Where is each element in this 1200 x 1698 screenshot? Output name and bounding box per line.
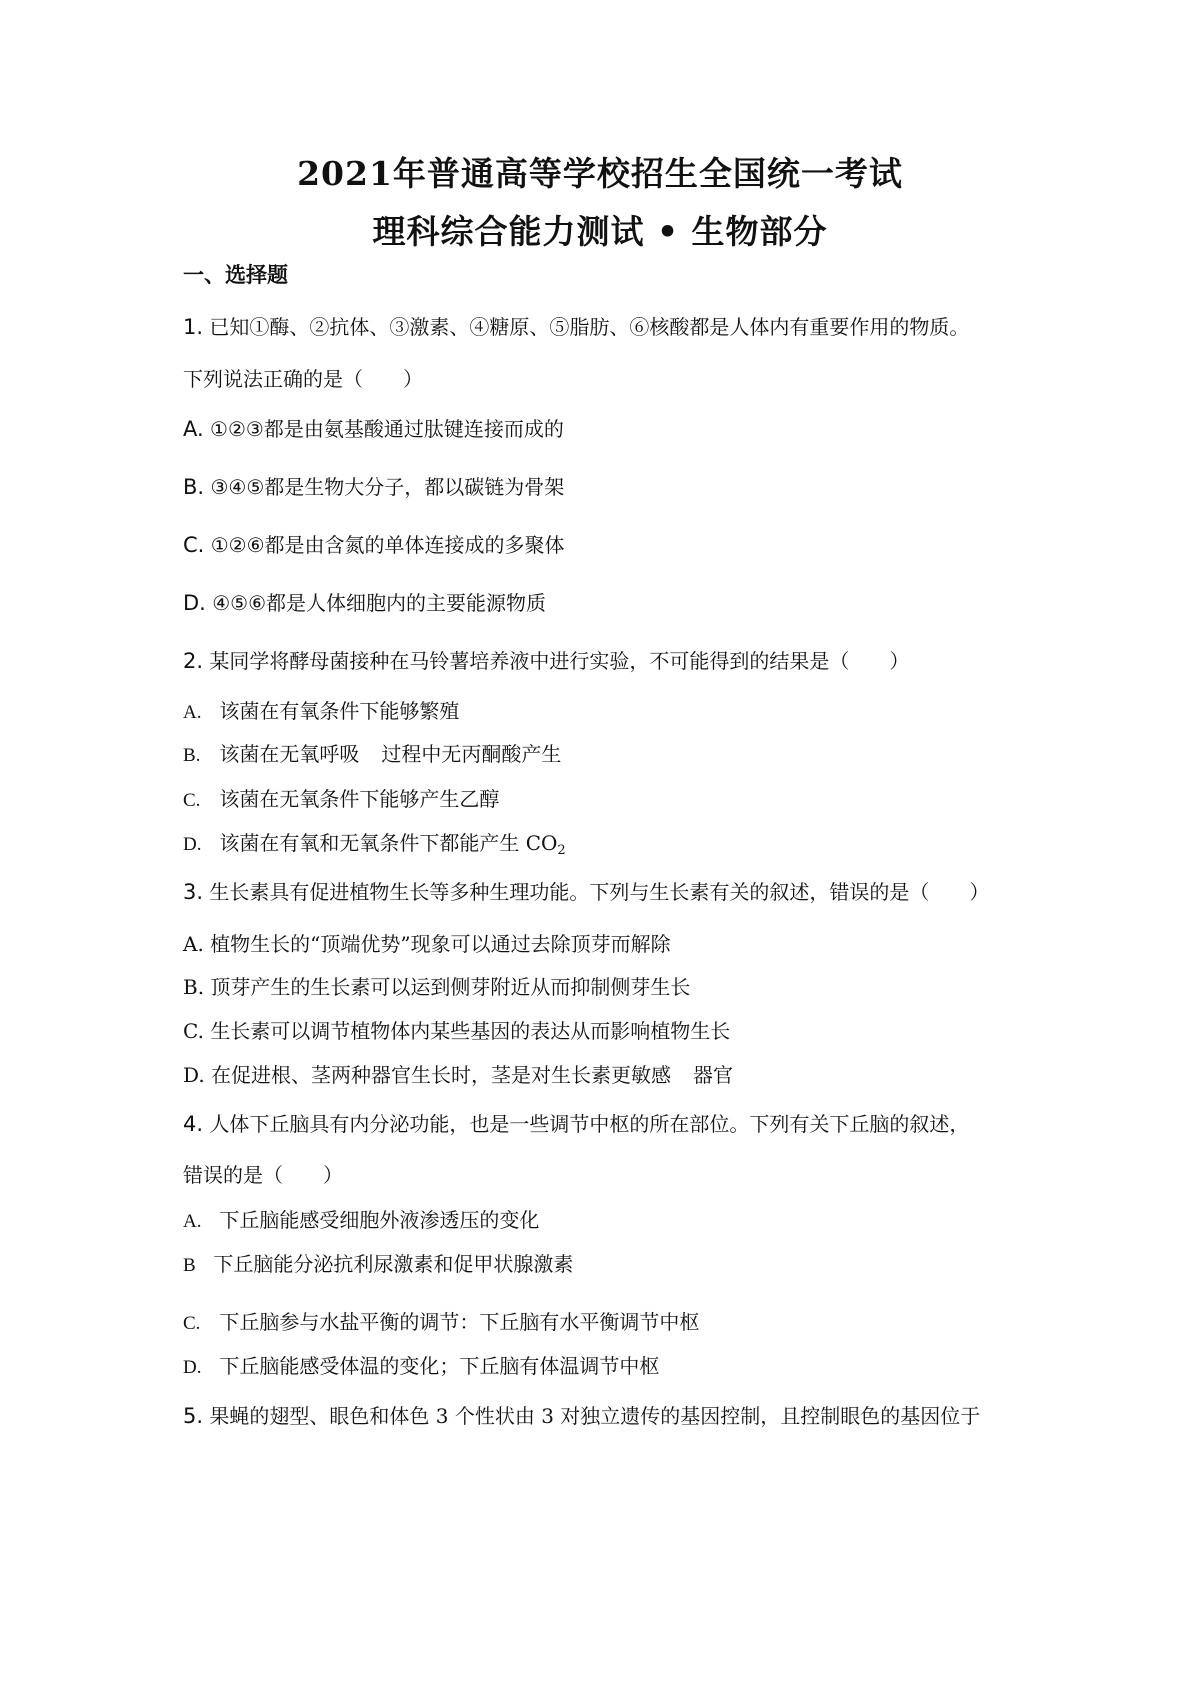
question-1-stem — [183, 311, 969, 340]
option-text-cont: 器官 — [693, 1063, 734, 1087]
option-text: 生长素可以调节植物体内某些基因的表达从而影响植物生长 — [210, 1019, 731, 1043]
option-key: B. — [183, 475, 205, 499]
option-text: 该菌在无氧呼吸 — [219, 742, 360, 766]
question-2-option-c — [183, 783, 499, 812]
question-5-stem — [183, 1400, 980, 1429]
question-4-option-d — [183, 1350, 659, 1379]
question-text: 人体下丘脑具有内分泌功能，也是一些调节中枢的所在部位。下列有关下丘脑的叙述， — [209, 1112, 970, 1136]
question-text: 已知①酶、②抗体、③激素、④糖原、⑤脂肪、⑥核酸都是人体内有重要作用的物质。 — [209, 315, 970, 339]
option-key: B — [183, 1255, 196, 1276]
option-text: ③④⑤都是生物大分子，都以碳链为骨架 — [210, 475, 565, 499]
question-1-option-a — [183, 413, 564, 442]
question-3-option-a — [183, 928, 671, 957]
option-text: ①②③都是由氨基酸通过肽键连接而成的 — [210, 417, 564, 441]
question-4-option-a — [183, 1204, 539, 1233]
option-text: 该菌在有氧和无氧条件下都能产生 CO — [219, 831, 558, 855]
question-4-stem-cont: 错误的是（ ） — [183, 1163, 343, 1187]
question-1-stem-cont: 下列说法正确的是（ ） — [183, 367, 423, 391]
question-3-option-c — [183, 1015, 730, 1044]
co2-subscript: 2 — [557, 843, 566, 858]
question-4-stem — [183, 1108, 969, 1137]
question-number: 3. — [183, 880, 204, 904]
option-text: ①②⑥都是由含氮的单体连接成的多聚体 — [210, 533, 565, 557]
option-key: A. — [183, 702, 202, 723]
question-text: 果蝇的翅型、眼色和体色 3 个性状由 3 对独立遗传的基因控制，且控制眼色的基因位于 — [209, 1404, 981, 1428]
option-key: B. — [183, 745, 201, 766]
question-3-option-d — [183, 1059, 733, 1088]
exam-title: 2021年普通高等学校招生全国统一考试 — [297, 154, 903, 193]
question-2-option-d — [183, 827, 566, 856]
question-number: 1. — [183, 315, 204, 339]
question-text: 某同学将酵母菌接种在马铃薯培养液中进行实验，不可能得到的结果是（ ） — [209, 649, 910, 673]
option-key: A. — [183, 417, 204, 441]
question-3-option-b — [183, 971, 690, 1000]
section-heading: 一、选择题 — [183, 263, 288, 287]
option-text: 在促进根、茎两种器官生长时，茎是对生长素更敏感 — [211, 1063, 672, 1087]
option-text: 下丘脑参与水盐平衡的调节：下丘脑有水平衡调节中枢 — [219, 1310, 700, 1334]
question-2-option-b — [183, 738, 561, 767]
option-key: B. — [183, 975, 205, 999]
option-text: 植物生长的“顶端优势”现象可以通过去除顶芽而解除 — [210, 932, 671, 956]
option-key: D. — [183, 591, 206, 615]
question-2-option-a — [183, 695, 459, 724]
question-3-stem — [183, 876, 989, 905]
question-4-option-c — [183, 1306, 699, 1335]
option-text: 该菌在无氧条件下能够产生乙醇 — [219, 787, 500, 811]
exam-subtitle: 理科综合能力测试 • 生物部分 — [372, 212, 828, 251]
question-1-option-c — [183, 529, 565, 558]
question-1-option-d — [183, 587, 546, 616]
option-key: C. — [183, 533, 205, 557]
question-4-option-b — [183, 1248, 573, 1277]
question-number: 5. — [183, 1404, 204, 1428]
option-text: 下丘脑能感受细胞外液渗透压的变化 — [219, 1208, 540, 1232]
option-text-cont: 过程中无丙酮酸产生 — [381, 742, 562, 766]
option-key: D. — [183, 1063, 205, 1087]
option-text: 顶芽产生的生长素可以运到侧芽附近从而抑制侧芽生长 — [210, 975, 691, 999]
option-key: A. — [183, 932, 204, 956]
option-key: C. — [183, 790, 201, 811]
option-text: 下丘脑能感受体温的变化；下丘脑有体温调节中枢 — [219, 1354, 660, 1378]
option-text: ④⑤⑥都是人体细胞内的主要能源物质 — [212, 591, 547, 615]
option-key: A. — [183, 1211, 202, 1232]
option-key: D. — [183, 1357, 202, 1378]
question-number: 4. — [183, 1112, 204, 1136]
option-key: C. — [183, 1019, 204, 1043]
question-1-option-b — [183, 471, 564, 500]
option-text: 该菌在有氧条件下能够繁殖 — [219, 699, 460, 723]
question-text: 生长素具有促进植物生长等多种生理功能。下列与生长素有关的叙述，错误的是（ ） — [209, 880, 990, 904]
option-text: 下丘脑能分泌抗利尿激素和促甲状腺激素 — [213, 1252, 574, 1276]
option-key: D. — [183, 834, 202, 855]
question-2-stem — [183, 645, 909, 674]
question-number: 2. — [183, 649, 204, 673]
option-key: C. — [183, 1313, 201, 1334]
